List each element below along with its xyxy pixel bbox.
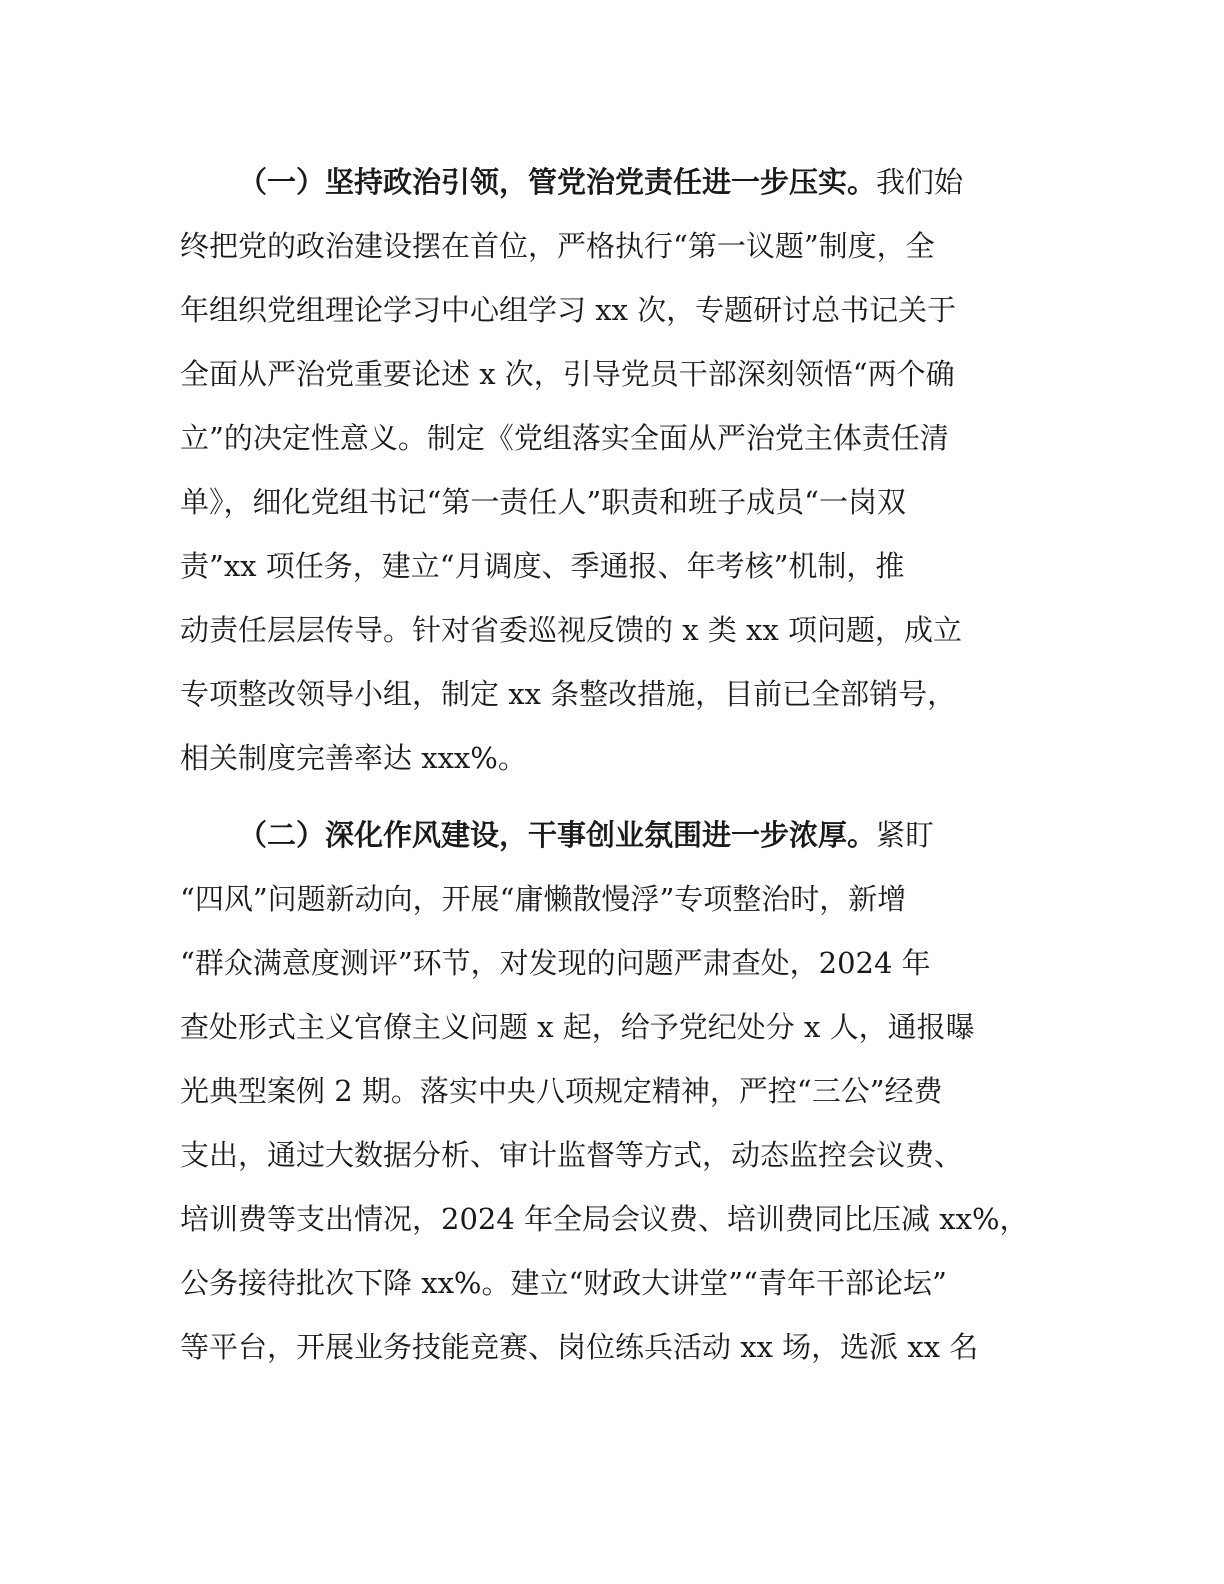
paragraph-1-line: 单》，细化党组书记“第一责任人”职责和班子成员“一岗双 bbox=[180, 485, 906, 519]
paragraph-2-heading: （二）深化作风建设，干事创业氛围进一步浓厚。 bbox=[238, 818, 877, 852]
paragraph-1-line: 专项整改领导小组，制定 xx 条整改措施，目前已全部销号， bbox=[180, 677, 957, 711]
paragraph-2-line: 查处形式主义官僚主义问题 x 起，给予党纪处分 x 人，通报曝 bbox=[180, 1010, 975, 1044]
paragraph-1-line: 立”的决定性意义。制定《党组落实全面从严治党主体责任清 bbox=[180, 421, 949, 455]
paragraph-2-line: 支出，通过大数据分析、审计监督等方式，动态监控会议费、 bbox=[180, 1138, 964, 1172]
paragraph-2-line: 等平台，开展业务技能竞赛、岗位练兵活动 xx 场，选派 xx 名 bbox=[180, 1330, 979, 1364]
paragraph-1-line: 相关制度完善率达 xxx%。 bbox=[180, 741, 527, 775]
paragraph-1-first-line bbox=[238, 150, 963, 214]
paragraph-2-line: 公务接待批次下降 xx%。建立“财政大讲堂”“青年干部论坛” bbox=[180, 1266, 947, 1300]
paragraph-2-line: “群众满意度测评”环节，对发现的问题严肃查处，2024 年 bbox=[180, 946, 931, 980]
paragraph-2-lead-text: 紧盯 bbox=[876, 818, 935, 852]
paragraph-2-first-line bbox=[238, 803, 934, 867]
paragraph-2-line: “四风”问题新动向，开展“庸懒散慢浮”专项整治时，新增 bbox=[180, 882, 907, 916]
paragraph-1-lead-text: 我们始 bbox=[876, 165, 964, 199]
paragraph-1-line: 全面从严治党重要论述 x 次，引导党员干部深刻领悟“两个确 bbox=[180, 357, 955, 391]
paragraph-1-line: 终把党的政治建设摆在首位，严格执行“第一议题”制度，全 bbox=[180, 229, 935, 263]
paragraph-1-heading: （一）坚持政治引领，管党治党责任进一步压实。 bbox=[238, 165, 877, 199]
paragraph-2-line: 培训费等支出情况，2024 年全局会议费、培训费同比压减 xx%， bbox=[180, 1202, 1029, 1236]
paragraph-1-line: 责”xx 项任务，建立“月调度、季通报、年考核”机制，推 bbox=[180, 549, 905, 583]
paragraph-1-line: 动责任层层传导。针对省委巡视反馈的 x 类 xx 项问题，成立 bbox=[180, 613, 962, 647]
paragraph-1-line: 年组织党组理论学习中心组学习 xx 次，专题研讨总书记关于 bbox=[180, 293, 957, 327]
paragraph-2-line: 光典型案例 2 期。落实中央八项规定精神，严控“三公”经费 bbox=[180, 1074, 943, 1108]
